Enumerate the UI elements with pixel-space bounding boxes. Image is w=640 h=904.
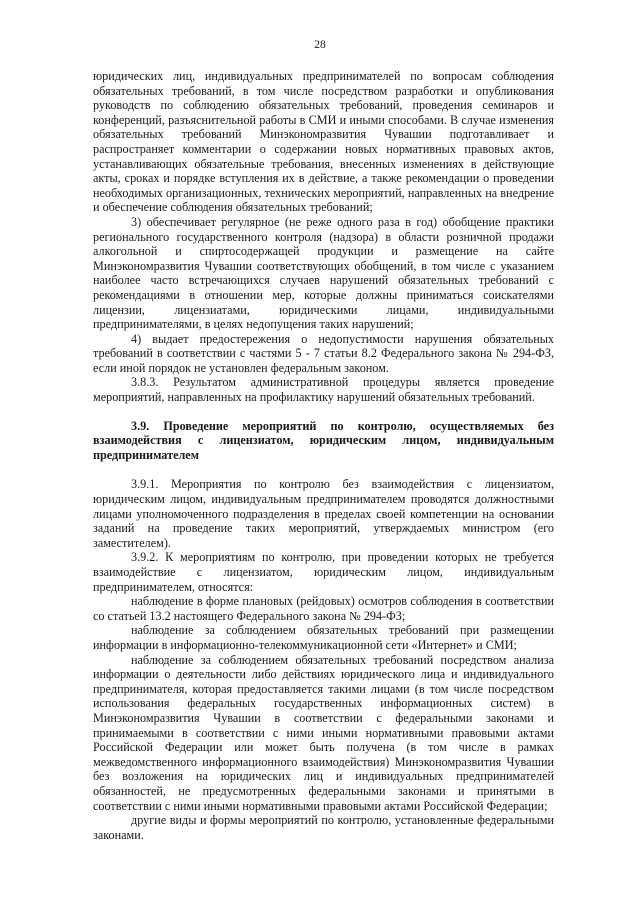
paragraph-info-obligations: юридических лиц, индивидуальных предпринимателей по вопросам соблюдения обязательных требований, в том числе посредством разработки и опубликования руководств по соблюдению обязательных требований, проведения семинаров и конференций, разъяснительной работы в СМИ и иными способами. В случае изменения обязательных требований Минэкономразвития Чувашии подготавливает и распространяет комментарии о содержании новых нормативных правовых актов, устанавливающих обязательные требования, внесенных изменениях в действующие акты, сроках и порядке вступления их в действие, а также рекомендации о проведении необходимых организационных, технических мероприятий, направленных на внедрение и обеспечение соблюдения обязательных требований; (93, 69, 554, 215)
paragraph-observation-analysis: наблюдение за соблюдением обязательных требований посредством анализа информации о деятельности либо действиях юридического лица и индивидуального предпринимателя, которая предоставляется такими лицами (в том числе посредством использования федеральных государственных информационных систем) в Минэкономразвития Чувашии в соответствии с федеральными законами и принимаемыми в соответствии с ними иными нормативными правовыми актами Российской Федерации или может быть получена (в том числе в рамках межведомственного информационного взаимодействия) Минэкономразвития Чувашии без возложения на юридических лиц и индивидуальных предпринимателей обязанностей, не предусмотренных федеральными законами и принятыми в соответствии с ними иными нормативными правовыми актами Российской Федерации; (93, 652, 554, 813)
paragraph-3-8-3: 3.8.3. Результатом административной процедуры является проведение мероприятий, направленных на профилактику нарушений обязательных требований. (93, 375, 554, 405)
paragraph-3-9-2: 3.9.2. К мероприятиям по контролю, при проведении которых не требуется взаимодействие с лицензиатом, юридическим лицом, индивидуальным предпринимателем, относятся: (93, 550, 554, 594)
spacer (93, 405, 554, 419)
spacer (93, 462, 554, 477)
paragraph-item-4: 4) выдает предостережения о недопустимости нарушения обязательных требований в соответствии с частями 5 - 7 статьи 8.2 Федерального закона № 294-ФЗ, если иной порядок не установлен федеральным законом. (93, 331, 554, 375)
paragraph-observation-raids: наблюдение в форме плановых (рейдовых) осмотров соблюдения в соответствии со статьей 13.2 настоящего Федерального закона № 294-ФЗ; (93, 594, 554, 623)
page-number: 28 (314, 39, 326, 51)
paragraph-item-3: 3) обеспечивает регулярное (не реже одного раза в год) обобщение практики регионального государственного контроля (надзора) в области розничной продажи алкогольной и спиртосодержащей продукции и размещение на сайте Минэкономразвития Чувашии соответствующих обобщений, в том числе с указанием наиболее часто встречающихся случаев нарушений обязательных требований с рекомендациями в отношении мер, которые должны приниматься соискателями лицензии, лицензиатами, юридическими лицами, индивидуальными предпринимателями, в целях недопущения таких нарушений; (93, 214, 554, 332)
paragraph-observation-internet: наблюдение за соблюдением обязательных требований при размещении информации в информационно-телекоммуникационной сети «Интернет» и СМИ; (93, 623, 554, 652)
paragraph-other-forms: другие виды и формы мероприятий по контролю, установленные федеральными законами. (93, 813, 554, 842)
page-body (93, 69, 554, 842)
paragraph-3-9-1: 3.9.1. Мероприятия по контролю без взаимодействия с лицензиатом, юридическим лицом, индивидуальным предпринимателем проводятся должностными лицами уполномоченного подразделения в пределах своей компетенции на основании заданий на проведение таких мероприятий, утверждаемых министром (его заместителем). (93, 477, 554, 550)
section-heading-3-9: 3.9. Проведение мероприятий по контролю, осуществляемых без взаимодействия с лицензиатом, юридическим лицом, индивидуальным предпринимателем (93, 418, 554, 462)
